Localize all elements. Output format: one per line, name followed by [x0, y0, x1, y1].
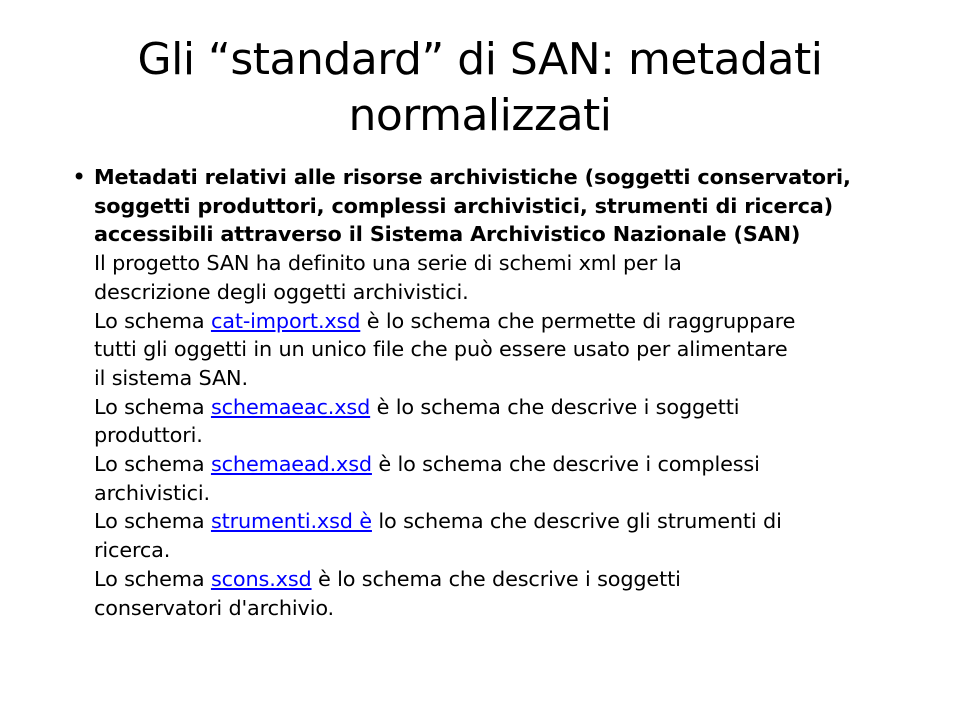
schemaeac-link[interactable]: schemaeac.xsd [210, 394, 371, 419]
bullet-text [94, 163, 934, 622]
strumenti-desc: lo schema che descrive gli strumenti di [378, 509, 782, 534]
slide-title [60, 32, 900, 144]
cat-import-line-2: tutti gli oggetti in un unico file che può essere usato per alimentare [94, 337, 788, 362]
schemaead-line [94, 450, 934, 479]
scons-desc: è lo schema che descrive i soggetti [318, 566, 681, 591]
schema-prefix: Lo schema [94, 452, 205, 477]
schemaead-desc: è lo schema che descrive i complessi [378, 452, 760, 477]
strumenti-link[interactable]: strumenti.xsd è [210, 509, 372, 534]
scons-line-2: conservatori d'archivio. [94, 595, 334, 620]
schemaead-link[interactable]: schemaead.xsd [210, 452, 372, 477]
bullet-icon: • [72, 163, 87, 191]
schema-prefix: Lo schema [94, 509, 205, 534]
bold-line-3: accessibili attraverso il Sistema Archivistico Nazionale (SAN) [94, 222, 801, 247]
title-line-1: Gli “standard” di SAN: metadati [137, 34, 823, 85]
cat-import-line [94, 307, 934, 336]
bold-line-2: soggetti produttori, complessi archivistici, strumenti di ricerca) [94, 193, 834, 218]
cat-import-link[interactable]: cat-import.xsd [210, 308, 361, 333]
schemaeac-line-2: produttori. [94, 423, 203, 448]
schema-prefix: Lo schema [94, 308, 205, 333]
scons-link[interactable]: scons.xsd [210, 566, 312, 591]
cat-import-line-3: il sistema SAN. [94, 365, 248, 390]
title-line-2: normalizzati [348, 90, 612, 141]
schema-prefix: Lo schema [94, 394, 205, 419]
schema-prefix: Lo schema [94, 566, 205, 591]
schemaead-line-2: archivistici. [94, 480, 210, 505]
intro-line-1: Il progetto SAN ha definito una serie di schemi xml per la [94, 251, 682, 276]
intro-line-2: descrizione degli oggetti archivistici. [94, 279, 469, 304]
schemaeac-line [94, 393, 934, 422]
cat-import-desc: è lo schema che permette di raggruppare [366, 308, 796, 333]
schemaeac-desc: è lo schema che descrive i soggetti [376, 394, 740, 419]
bold-line-1: Metadati relativi alle risorse archivistiche (soggetti conservatori, [94, 165, 851, 189]
scons-line [94, 565, 934, 594]
strumenti-line-2: ricerca. [94, 538, 171, 563]
strumenti-line [94, 507, 934, 536]
